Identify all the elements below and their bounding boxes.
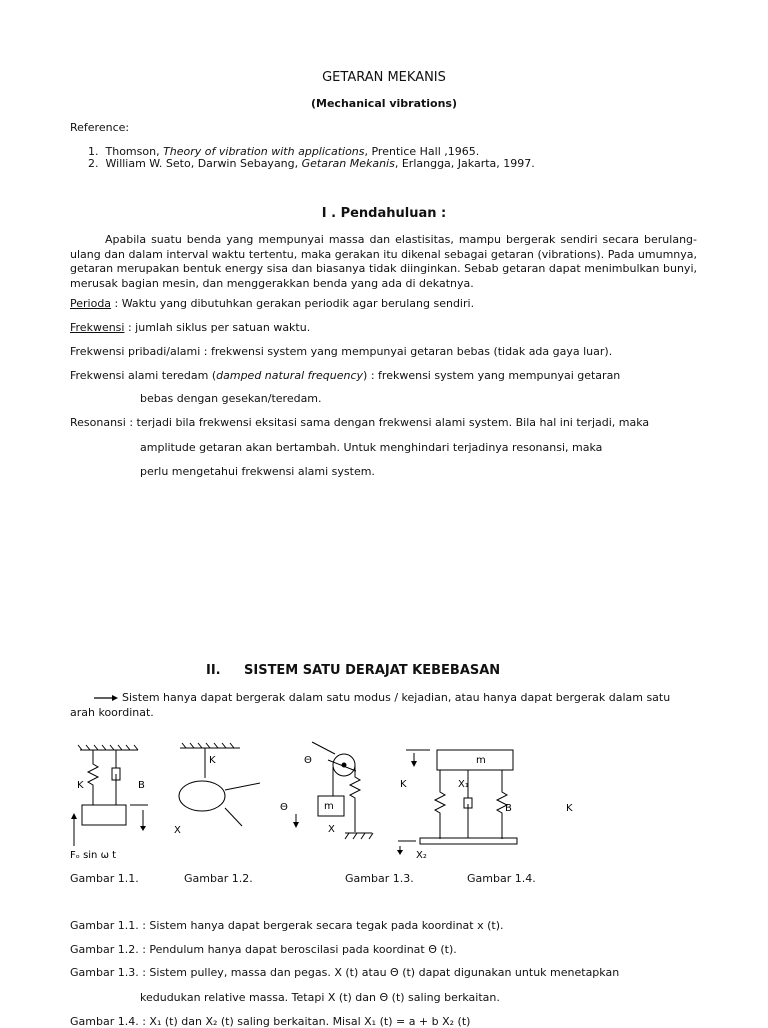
section-heading-sistem bbox=[206, 663, 500, 678]
figure-1-2-pendulum bbox=[174, 743, 260, 836]
section2-paragraph bbox=[70, 690, 697, 720]
definition-text: : Waktu yang dibutuhkan gerakan periodik agar berulang sendiri. bbox=[111, 297, 475, 310]
definition-frekwensi-pribadi: Frekwensi pribadi/alami : frekwensi system yang mempunyai getaran bebas (tidak ada gaya luar). bbox=[70, 345, 613, 358]
explanation-gambar-1-4: Gambar 1.4. : X₁ (t) dan X₂ (t) saling berkaitan. Misal X₁ (t) = a + b X₂ (t) bbox=[70, 1015, 471, 1028]
reference-book-title: Getaran Mekanis bbox=[301, 157, 395, 170]
label-k1: K bbox=[77, 780, 84, 791]
label-force: Fₒ sin ω t bbox=[70, 850, 117, 861]
caption-gambar-1-2: Gambar 1.2. bbox=[184, 872, 253, 885]
vibration-diagrams bbox=[60, 738, 600, 873]
label-theta-left: Θ bbox=[280, 802, 288, 813]
definition-resonansi: Resonansi : terjadi bila frekwensi eksitasi sama dengan frekwensi alami system. Bila hal ini terjadi, maka bbox=[70, 416, 650, 429]
explanation-gambar-1-3: Gambar 1.3. : Sistem pulley, massa dan pegas. X (t) atau Θ (t) dapat digunakan untuk menetapkan bbox=[70, 966, 620, 979]
definition-frekwensi-teredam-cont: bebas dengan gesekan/teredam. bbox=[140, 392, 322, 405]
arrow-right-icon bbox=[70, 693, 122, 703]
section-number: II. bbox=[206, 663, 221, 678]
label-b4: B bbox=[505, 803, 512, 814]
section-heading-pendahuluan: I . Pendahuluan : bbox=[321, 206, 447, 221]
reference-book-title: Theory of vibration with applications bbox=[163, 145, 365, 158]
caption-gambar-1-1: Gambar 1.1. bbox=[70, 872, 139, 885]
label-x-fig3: X bbox=[328, 824, 335, 835]
explanation-gambar-1-1: Gambar 1.1. : Sistem hanya dapat bergerak secara tegak pada koordinat x (t). bbox=[70, 919, 504, 932]
definition-perioda bbox=[70, 297, 474, 310]
label-k4b: K bbox=[566, 803, 573, 814]
label-x2: X₂ bbox=[416, 850, 427, 861]
definition-text: : jumlah siklus per satuan waktu. bbox=[124, 321, 311, 334]
label-theta-top: Θ bbox=[304, 755, 312, 766]
definition-text: ) : frekwensi system yang mempunyai getaran bbox=[363, 369, 621, 382]
reference-publisher: , Erlangga, Jakarta, 1997. bbox=[394, 157, 535, 170]
reference-author: William W. Seto, Darwin Sebayang, bbox=[105, 157, 302, 170]
definition-frekwensi bbox=[70, 321, 310, 334]
label-b1: B bbox=[138, 780, 145, 791]
reference-number: 1. bbox=[88, 145, 99, 158]
caption-gambar-1-3: Gambar 1.3. bbox=[345, 872, 414, 885]
label-x1: X₁ bbox=[458, 779, 469, 790]
section-title: SISTEM SATU DERAJAT KEBEBASAN bbox=[244, 663, 501, 678]
definition-resonansi-line2: amplitude getaran akan bertambah. Untuk menghindari terjadinya resonansi, maka bbox=[140, 441, 603, 454]
intro-paragraph: Apabila suatu benda yang mempunyai massa dan elastisitas, mampu bergerak sendiri secara berulang-ulang dan dalam interval waktu tertentu, maka gerakan itu dikenal sebagai getaran (vibrations). Pada umumnya, getaran merupakan bentuk energy sisa dan biasanya tidak diinginkan. Sebab getaran dapat menimbulkan bunyi, merusak bagian mesin, dan menggerakkan benda yang ada di dekatnya. bbox=[70, 233, 697, 290]
figure-1-4-two-mass bbox=[397, 750, 573, 861]
caption-gambar-1-4: Gambar 1.4. bbox=[467, 872, 536, 885]
label-x-fig2: X bbox=[174, 825, 181, 836]
definition-frekwensi-teredam bbox=[70, 369, 620, 382]
reference-number: 2. bbox=[88, 157, 99, 170]
figure-1-1-spring-mass-damper bbox=[70, 745, 148, 861]
document-title: GETARAN MEKANIS bbox=[322, 70, 446, 85]
definition-resonansi-line3: perlu mengetahui frekwensi alami system. bbox=[140, 465, 375, 478]
label-k2: K bbox=[209, 755, 216, 766]
label-m4: m bbox=[476, 755, 486, 766]
term-perioda: Perioda bbox=[70, 297, 112, 310]
reference-label: Reference: bbox=[70, 121, 130, 134]
term-damped: damped natural frequency bbox=[216, 369, 364, 382]
label-m3: m bbox=[324, 801, 334, 812]
explanation-gambar-1-3-cont: kedudukan relative massa. Tetapi X (t) dan Θ (t) saling berkaitan. bbox=[140, 991, 500, 1004]
reference-author: Thomson, bbox=[105, 145, 164, 158]
section2-text: Sistem hanya dapat bergerak dalam satu modus / kejadian, atau hanya dapat bergerak dalam satu arah koordinat. bbox=[70, 691, 671, 719]
reference-item-2 bbox=[88, 157, 535, 170]
term-frekwensi: Frekwensi bbox=[70, 321, 125, 334]
label-k4: K bbox=[400, 779, 407, 790]
reference-publisher: , Prentice Hall ,1965. bbox=[364, 145, 480, 158]
definition-text: Frekwensi alami teredam ( bbox=[70, 369, 217, 382]
figure-1-3-pulley bbox=[280, 742, 373, 839]
document-subtitle: (Mechanical vibrations) bbox=[310, 97, 457, 110]
explanation-gambar-1-2: Gambar 1.2. : Pendulum hanya dapat beroscilasi pada koordinat Θ (t). bbox=[70, 943, 457, 956]
